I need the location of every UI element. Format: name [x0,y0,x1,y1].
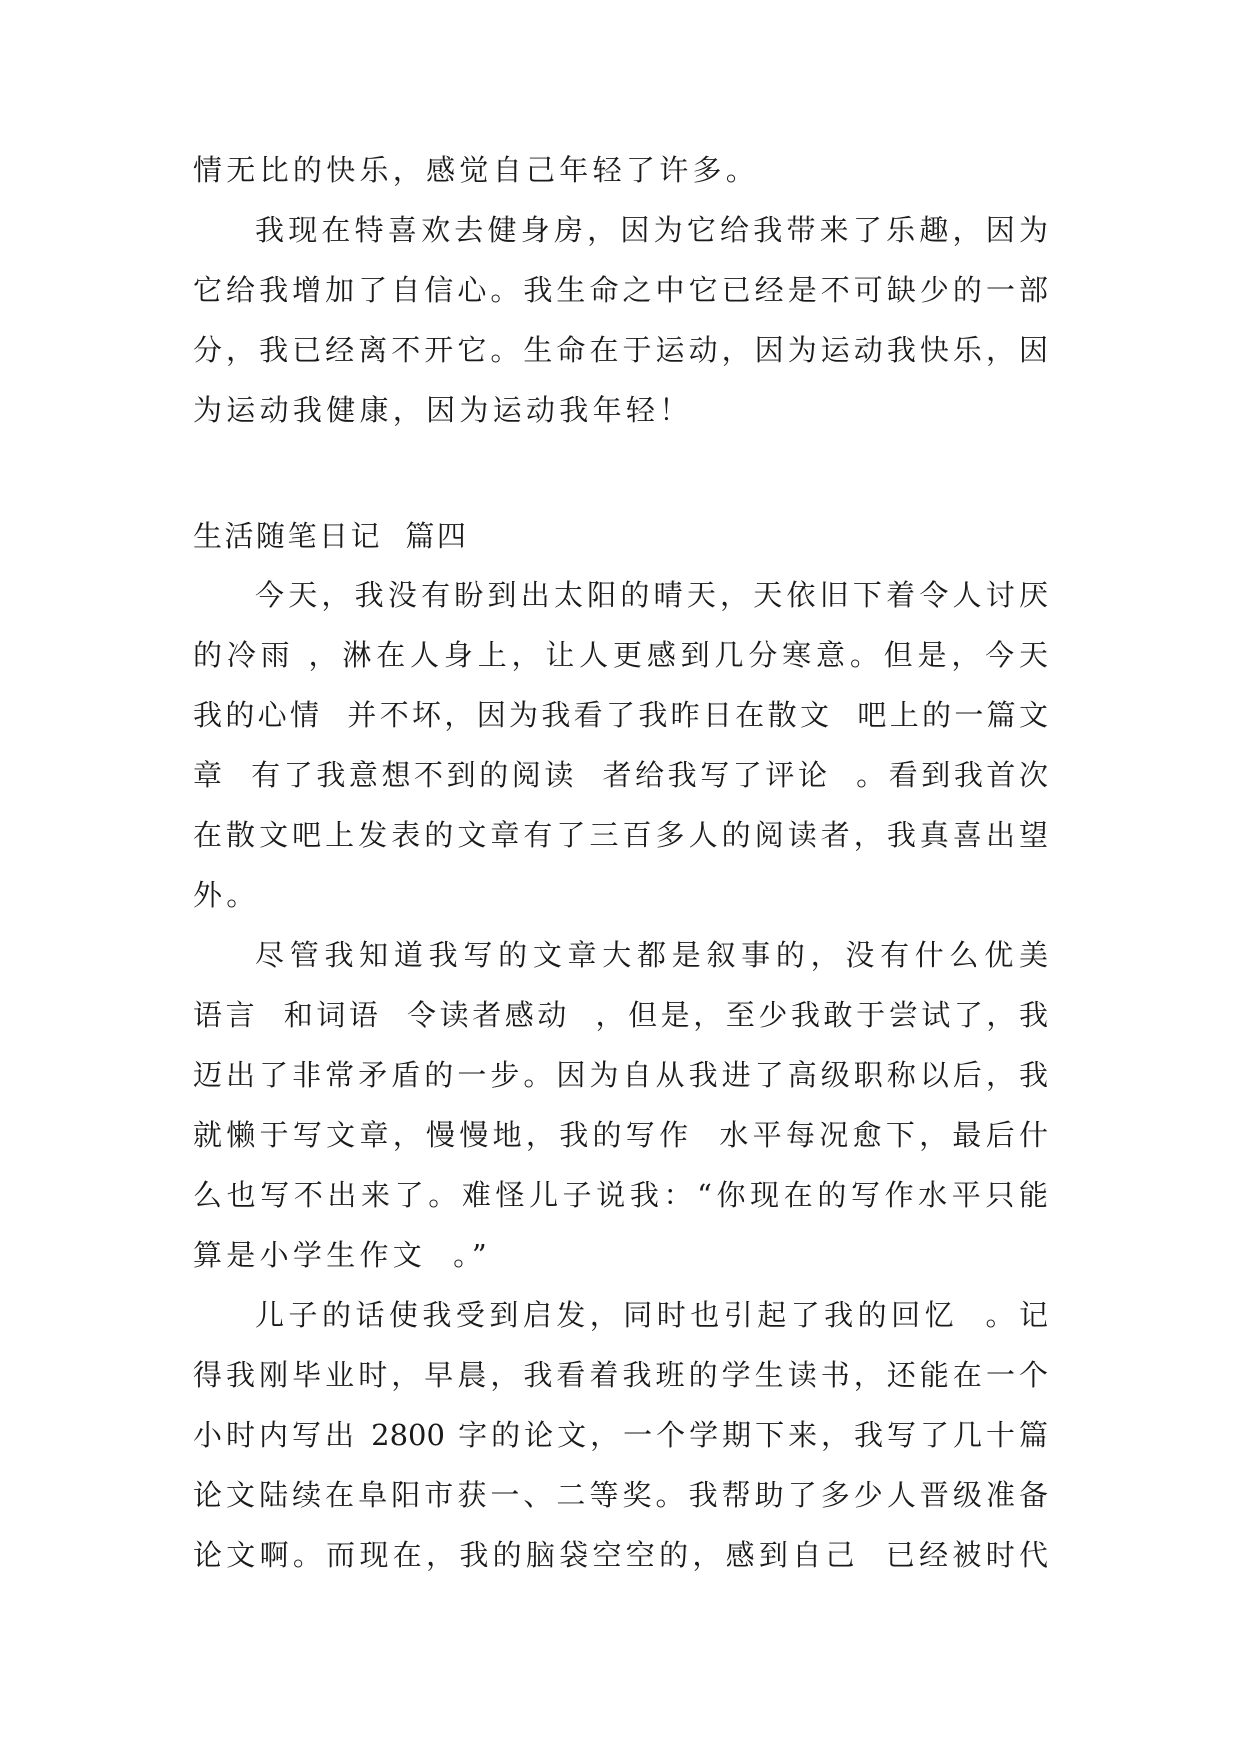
paragraph-first-line: 尽管我知道我写的文章大都是叙事的，没有什么优美 [255,938,1048,972]
text-line: 论文啊。而现在，我的脑袋空空的，感到自己 已经被时代 [193,1538,1048,1572]
text-line: 么也写不出来了。难怪儿子说我：“你现在的写作水平只能 [193,1178,1048,1212]
text-line: 分，我已经离不开它。生命在于运动，因为运动我快乐，因 [193,333,1048,367]
text-line: 在散文吧上发表的文章有了三百多人的阅读者，我真喜出望 [193,818,1048,852]
text-line: 情无比的快乐，感觉自己年轻了许多。 [193,153,760,187]
section-heading: 生活随笔日记 篇四 [193,519,469,553]
paragraph-first-line: 儿子的话使我受到启发，同时也引起了我的回忆 。记 [255,1298,1048,1332]
text-line: 算是小学生作文 。” [193,1238,492,1272]
text-line: 的冷雨 ，淋在人身上，让人更感到几分寒意。但是，今天 [193,638,1048,672]
paragraph-first-line: 我现在特喜欢去健身房，因为它给我带来了乐趣，因为 [255,213,1048,247]
text-line: 为运动我健康，因为运动我年轻！ [193,393,693,427]
text-line: 小时内写出 2800 字的论文，一个学期下来，我写了几十篇 [193,1418,1048,1452]
text-line: 论文陆续在阜阳市获一、二等奖。我帮助了多少人晋级准备 [193,1478,1048,1512]
text-line: 它给我增加了自信心。我生命之中它已经是不可缺少的一部 [193,273,1048,307]
text-line: 语言 和词语 令读者感动 ，但是，至少我敢于尝试了，我 [193,998,1048,1032]
paragraph-first-line: 今天，我没有盼到出太阳的晴天，天依旧下着令人讨厌 [255,578,1048,612]
text-line: 章 有了我意想不到的阅读 者给我写了评论 。看到我首次 [193,758,1048,792]
text-line: 就懒于写文章，慢慢地，我的写作 水平每况愈下，最后什 [193,1118,1048,1152]
text-line: 迈出了非常矛盾的一步。因为自从我进了高级职称以后，我 [193,1058,1048,1092]
text-line: 外。 [193,878,260,912]
text-line: 得我刚毕业时，早晨，我看着我班的学生读书，还能在一个 [193,1358,1048,1392]
text-line: 我的心情 并不坏，因为我看了我昨日在散文 吧上的一篇文 [193,698,1048,732]
